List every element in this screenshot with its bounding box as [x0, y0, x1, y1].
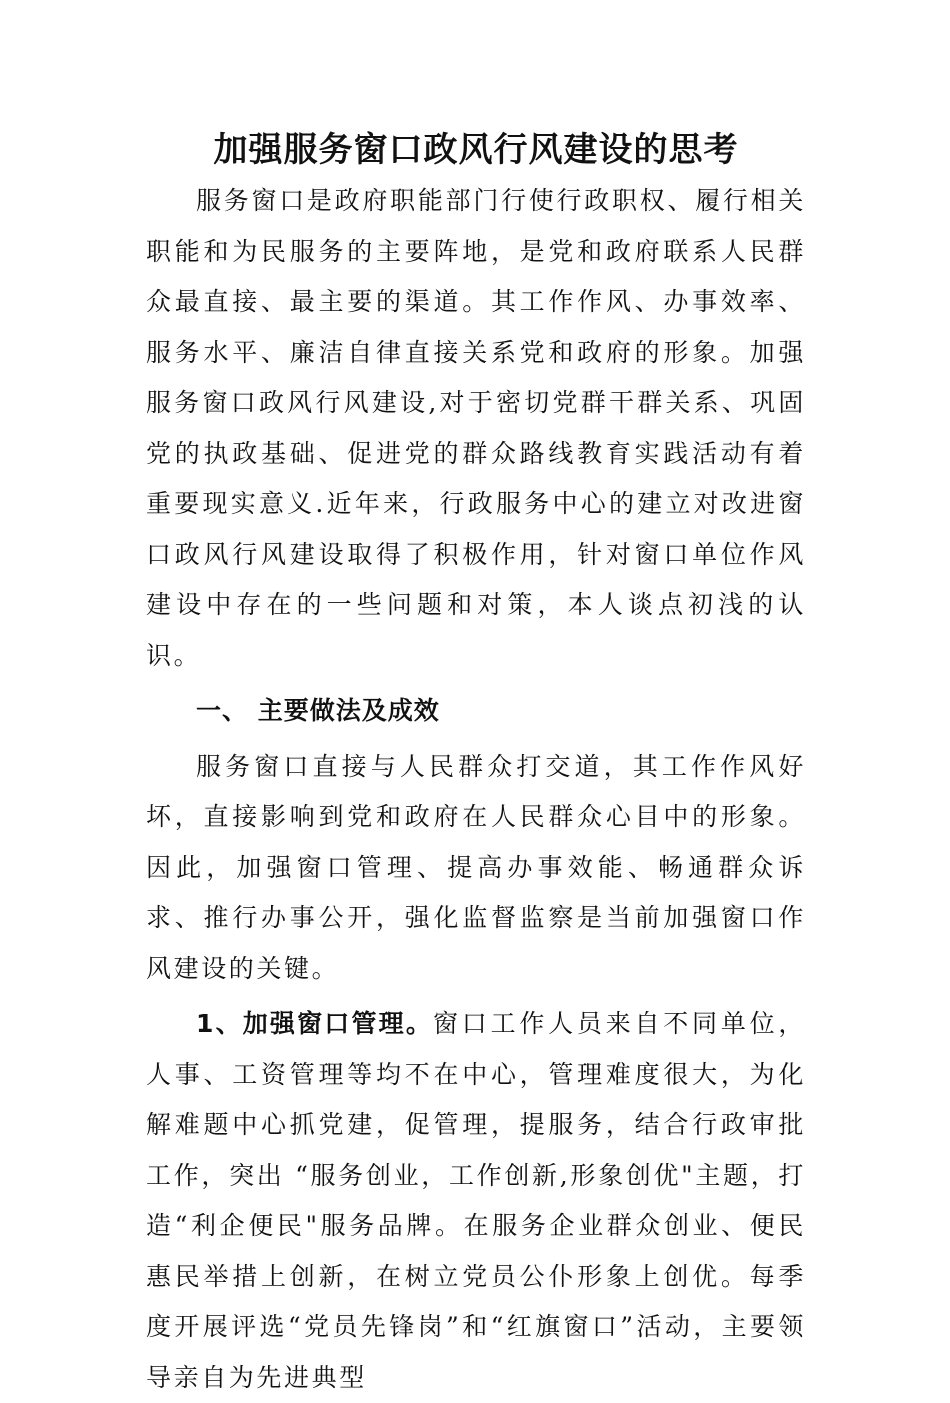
section-heading-1: 一、 主要做法及成效: [196, 696, 440, 725]
section-1-intro-paragraph: 服务窗口直接与人民群众打交道，其工作作风好坏，直接影响到党和政府在人民群众心目中的形象。因此，加强窗口管理、提高办事效能、畅通群众诉求、推行办事公开，强化监督监察是当前加强窗口作风建设的关键。: [146, 751, 806, 983]
document-body: [146, 176, 806, 1403]
intro-paragraph: 服务窗口是政府职能部门行使行政职权、履行相关职能和为民服务的主要阵地，是党和政府联系人民群众最直接、最主要的渠道。其工作作风、办事效率、服务水平、廉洁自律直接关系党和政府的形象。加强服务窗口政风行风建设,对于密切党群干群关系、巩固党的执政基础、促进党的群众路线教育实践活动有着重要现实意义.近年来，行政服务中心的建立对改进窗口政风行风建设取得了积极作用，针对窗口单位作风建设中存在的一些问题和对策，本人谈点初浅的认识。: [146, 186, 806, 670]
item-1-lead: 1、加强窗口管理。: [196, 1009, 434, 1038]
section-1-item-1-paragraph: [146, 999, 806, 1403]
item-1-text: 窗口工作人员来自不同单位，人事、工资管理等均不在中心，管理难度很大，为化解难题中心抓党建，促管理，提服务，结合行政审批工作，突出 “服务创业，工作创新,形象创优"主题，打造“利企便民"服务品牌。在服务企业群众创业、便民惠民举措上创新，在树立党员公仆形象上创优。每季度开展评选“党员先锋岗”和“红旗窗口”活动，主要领导亲自为先进典型: [146, 1009, 806, 1392]
document-title: 加强服务窗口政风行风建设的思考: [213, 130, 739, 170]
